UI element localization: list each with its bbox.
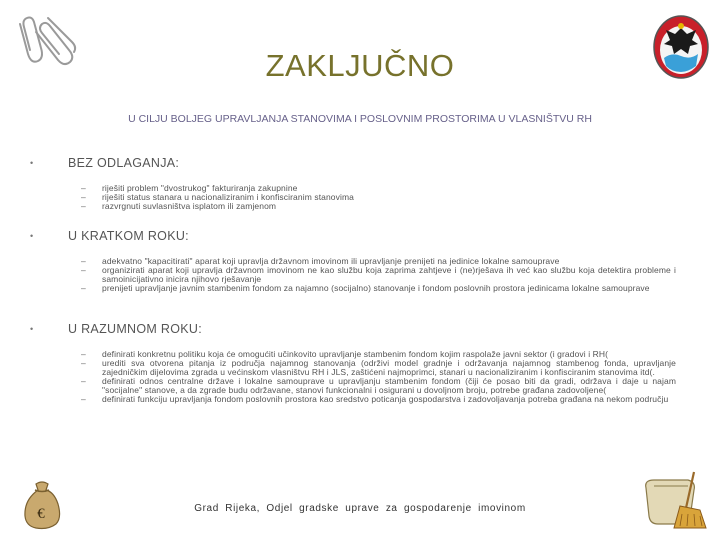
list-item <box>81 284 690 293</box>
list-item <box>81 266 690 284</box>
dash-icon: – <box>81 376 86 386</box>
dash-icon: – <box>81 265 86 275</box>
dustpan-broom-icon <box>640 468 714 530</box>
bullet-icon: • <box>30 324 34 334</box>
section-heading-row <box>30 156 690 170</box>
list-item-text: definirati funkciju upravljanja fondom poslovnih prostora kao sredstvo poticanja gospodarstva i zadovoljavanja potreba građana na nekom području <box>102 394 669 404</box>
item-list <box>81 184 690 211</box>
section-heading: BEZ ODLAGANJA: <box>68 156 180 170</box>
dash-icon: – <box>81 283 86 293</box>
list-item <box>81 202 690 211</box>
list-item <box>81 359 690 377</box>
dash-icon: – <box>81 256 86 266</box>
list-item-text: urediti sva otvorena pitanja iz područja najamnog stanovanja (održivi model gradnje i održavanja najamnog stambenog fonda, upravljanje zajedničkim dijelovima zgrada u većinskom vlasništvu RH i JLS, zaštićeni najmoprimci, stanari u nacionaliziranim i konfisciranim stanovima itd(. <box>102 358 676 377</box>
section-u-razumnom-roku <box>30 322 690 404</box>
list-item-text: organizirati aparat koji upravlja državnom imovinom ne kao službu koja zaprima zahtjeve i (ne)rješava ih već kao službu koja detektira probleme i samoinicijativno inicira njihovo rješavanje <box>102 265 676 284</box>
list-item-text: prenijeti upravljanje javnim stambenim fondom za najamno (socijalno) stanovanje i fondom poslovnih prostora jedinicama lokalne samouprave <box>102 283 650 293</box>
dash-icon: – <box>81 192 86 202</box>
list-item <box>81 377 690 395</box>
list-item-text: riješiti status stanara u nacionaliziranim i konfisciranim stanovima <box>102 192 354 202</box>
dash-icon: – <box>81 183 86 193</box>
footer-text: Grad Rijeka, Odjel gradske uprave za gospodarenje imovinom <box>194 503 526 514</box>
list-item-text: definirati odnos centralne države i lokalne samouprave u upravljanju stambenim fondom (čiji će posao biti da gradi, održava i daje u najam "socijalne" stanove, a da zgrade budu održavane, stanovi funkcionalni i osigurani u dovoljnom broju, potrebe građana zadovoljene( <box>102 376 676 395</box>
section-heading-row <box>30 229 690 243</box>
section-heading: U RAZUMNOM ROKU: <box>68 322 202 336</box>
list-item-text: definirati konkretnu politiku koja će omogućiti učinkovito upravljanje stambenim fondom kojim raspolaže javni sektor (i gradovi i RH( <box>102 349 609 359</box>
list-item-text: adekvatno "kapacitirati" aparat koji upravlja državnom imovinom ili upravljanje prenijeti na jedinice lokalne samouprave <box>102 256 560 266</box>
dash-icon: – <box>81 201 86 211</box>
item-list <box>81 350 690 404</box>
euro-sign: € <box>37 506 45 522</box>
section-heading: U KRATKOM ROKU: <box>68 229 189 243</box>
page-subtitle: U CILJU BOLJEG UPRAVLJANJA STANOVIMA I POSLOVNIM PROSTORIMA U VLASNIŠTVU RH <box>128 113 592 125</box>
bullet-icon: • <box>30 231 34 241</box>
bullet-icon: • <box>30 158 34 168</box>
list-item <box>81 395 690 404</box>
dash-icon: – <box>81 349 86 359</box>
item-list <box>81 257 690 293</box>
section-u-kratkom-roku <box>30 229 690 293</box>
dash-icon: – <box>81 394 86 404</box>
page-title: ZAKLJUČNO <box>265 48 455 83</box>
section-heading-row <box>30 322 690 336</box>
list-item-text: razvrgnuti suvlasništva isplatom ili zamjenom <box>102 201 277 211</box>
section-bez-odlaganja <box>30 156 690 211</box>
list-item-text: riješiti problem "dvostrukog" fakturiranja zakupnine <box>102 183 298 193</box>
dash-icon: – <box>81 358 86 368</box>
